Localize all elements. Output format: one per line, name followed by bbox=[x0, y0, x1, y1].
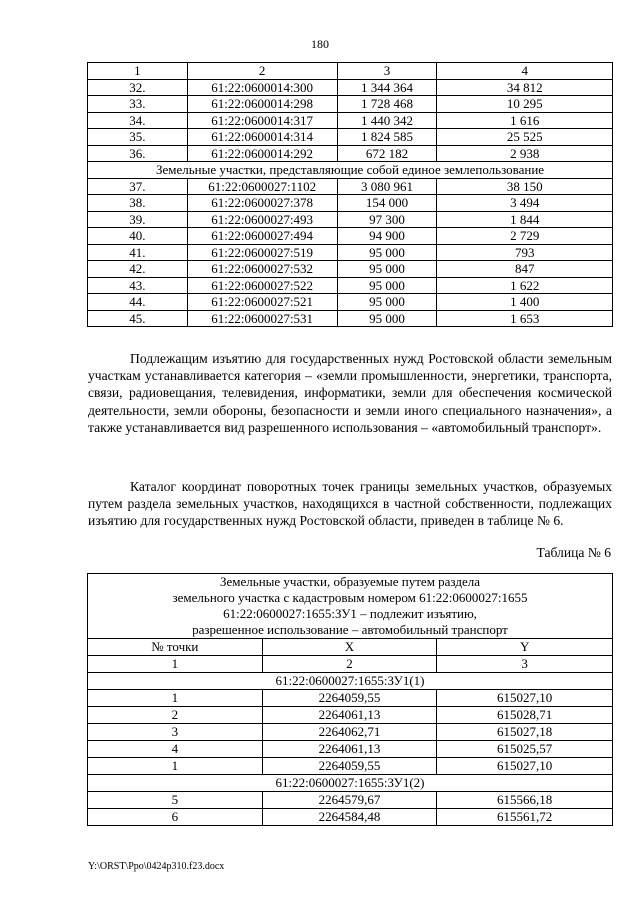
table-row bbox=[88, 261, 613, 278]
table-cell: 2264061,13 bbox=[262, 707, 437, 724]
table-cell: 1 824 585 bbox=[337, 129, 437, 146]
table-title-cell bbox=[88, 574, 613, 639]
table-cell: 41. bbox=[88, 244, 188, 261]
table-cell: 1 440 342 bbox=[337, 112, 437, 129]
table-cell: 2264062,71 bbox=[262, 724, 437, 741]
table-cell: 40. bbox=[88, 228, 188, 245]
table-cell: 5 bbox=[88, 792, 263, 809]
coordinates-table bbox=[87, 573, 613, 826]
table-row bbox=[88, 707, 613, 724]
table-cell: 2264059,55 bbox=[262, 690, 437, 707]
table-caption: Таблица № 6 bbox=[536, 545, 611, 560]
table-cell: 1 400 bbox=[437, 294, 613, 311]
paragraph-category: Подлежащим изъятию для государственных нужд Ростовской области земельным участкам устанавливается категория – «земли промышленности, энергетики, транспорта, связи, радиовещания, телевидения, информатики, земли для обеспечения космической деятельности, земли обороны, безопасности и земли иного специального назначения», а также устанавливается вид разрешенного использования – «автомобильный транспорт». bbox=[88, 351, 612, 435]
table-row bbox=[88, 809, 613, 826]
table-cell: 36. bbox=[88, 145, 188, 162]
table-row bbox=[88, 310, 613, 327]
table-row bbox=[88, 690, 613, 707]
table-cell: Y bbox=[437, 639, 613, 656]
table-cell: 154 000 bbox=[337, 195, 437, 212]
table-cell: 615027,10 bbox=[437, 758, 613, 775]
table-cell: 38 150 bbox=[437, 178, 613, 195]
table-cell: 61:22:0600014:314 bbox=[187, 129, 337, 146]
table-cell: 94 900 bbox=[337, 228, 437, 245]
table-cell: 2264579,67 bbox=[262, 792, 437, 809]
table-cell: 61:22:0600027:522 bbox=[187, 277, 337, 294]
table-row bbox=[88, 195, 613, 212]
table-cell: 33. bbox=[88, 96, 188, 113]
table-row bbox=[88, 112, 613, 129]
table-row bbox=[88, 741, 613, 758]
table-subtitle-line-2: разрешенное использование – автомобильный транспорт bbox=[192, 622, 508, 637]
table-cell: 61:22:0600027:521 bbox=[187, 294, 337, 311]
table-cell: 95 000 bbox=[337, 294, 437, 311]
table-row bbox=[88, 79, 613, 96]
table-cell: 615027,10 bbox=[437, 690, 613, 707]
table-cell: 615027,18 bbox=[437, 724, 613, 741]
table-cell: 61:22:0600014:300 bbox=[187, 79, 337, 96]
table-subtitle-line-1: 61:22:0600027:1655:ЗУ1 – подлежит изъятию, bbox=[223, 606, 477, 621]
section-label-cell: Земельные участки, представляющие собой единое землепользование bbox=[88, 162, 613, 179]
table-cell: 61:22:0600027:378 bbox=[187, 195, 337, 212]
group-label-row bbox=[88, 673, 613, 690]
table-cell: 793 bbox=[437, 244, 613, 261]
table-cell: 61:22:0600027:494 bbox=[187, 228, 337, 245]
group-label-row bbox=[88, 775, 613, 792]
paragraph-catalog: Каталог координат поворотных точек границы земельных участков, образуемых путем раздела земельных участков, находящихся в частной собственности, подлежащих изъятию для государственных нужд Ростовской области, приведен в таблице № 6. bbox=[88, 479, 612, 529]
table-cell: 1 344 364 bbox=[337, 79, 437, 96]
land-plots-table bbox=[87, 62, 613, 327]
table-title-line-2: земельного участка с кадастровым номером 61:22:0600027:1655 bbox=[172, 590, 528, 605]
table-cell: 2264061,13 bbox=[262, 741, 437, 758]
table-cell: № точки bbox=[88, 639, 263, 656]
table-cell: 38. bbox=[88, 195, 188, 212]
table-cell: 3 bbox=[88, 724, 263, 741]
table-cell: 95 000 bbox=[337, 277, 437, 294]
table-header-row bbox=[88, 639, 613, 656]
table-cell: 95 000 bbox=[337, 310, 437, 327]
table-cell: 2 938 bbox=[437, 145, 613, 162]
table-cell: 2 bbox=[262, 656, 437, 673]
table-cell: 61:22:0600027:519 bbox=[187, 244, 337, 261]
table-header-row bbox=[88, 63, 613, 80]
table-row bbox=[88, 178, 613, 195]
table-cell: 1 622 bbox=[437, 277, 613, 294]
table-cell: 61:22:0600014:292 bbox=[187, 145, 337, 162]
table-cell: 4 bbox=[437, 63, 613, 80]
table-cell: 34 812 bbox=[437, 79, 613, 96]
table-cell: 44. bbox=[88, 294, 188, 311]
table-cell: 2264584,48 bbox=[262, 809, 437, 826]
table-cell: 32. bbox=[88, 79, 188, 96]
table-cell: 847 bbox=[437, 261, 613, 278]
table-row bbox=[88, 792, 613, 809]
table-cell: 43. bbox=[88, 277, 188, 294]
table-cell: 97 300 bbox=[337, 211, 437, 228]
table-cell: 1 653 bbox=[437, 310, 613, 327]
table-cell: 2 729 bbox=[437, 228, 613, 245]
table-cell: 34. bbox=[88, 112, 188, 129]
section-label-cell: 61:22:0600027:1655:ЗУ1(2) bbox=[88, 775, 613, 792]
table-cell: 61:22:0600027:532 bbox=[187, 261, 337, 278]
table-cell: 37. bbox=[88, 178, 188, 195]
table-cell: 1 bbox=[88, 690, 263, 707]
table-cell: 3 080 961 bbox=[337, 178, 437, 195]
table-cell: 1 bbox=[88, 63, 188, 80]
table-cell: 95 000 bbox=[337, 244, 437, 261]
table-row bbox=[88, 96, 613, 113]
section-label-cell: 61:22:0600027:1655:ЗУ1(1) bbox=[88, 673, 613, 690]
table-cell: 61:22:0600027:493 bbox=[187, 211, 337, 228]
table-cell: 3 494 bbox=[437, 195, 613, 212]
table-row bbox=[88, 129, 613, 146]
table-cell: 1 844 bbox=[437, 211, 613, 228]
table-cell: 1 616 bbox=[437, 112, 613, 129]
table-cell: 61:22:0600014:317 bbox=[187, 112, 337, 129]
table-cell: 1 bbox=[88, 758, 263, 775]
table-row bbox=[88, 228, 613, 245]
table-cell: 61:22:0600027:1102 bbox=[187, 178, 337, 195]
table-row bbox=[88, 244, 613, 261]
table-cell: 45. bbox=[88, 310, 188, 327]
table-cell: 3 bbox=[337, 63, 437, 80]
table-title-line-1: Земельные участки, образуемые путем раздела bbox=[220, 574, 480, 589]
table-cell: 1 bbox=[88, 656, 263, 673]
table-cell: 61:22:0600027:531 bbox=[187, 310, 337, 327]
table-cell: 35. bbox=[88, 129, 188, 146]
table-row bbox=[88, 724, 613, 741]
coordinates-table-body bbox=[88, 574, 613, 826]
table-cell: 615025,57 bbox=[437, 741, 613, 758]
table-cell: 42. bbox=[88, 261, 188, 278]
section-row bbox=[88, 162, 613, 179]
table-cell: 4 bbox=[88, 741, 263, 758]
table-cell: X bbox=[262, 639, 437, 656]
table-row bbox=[88, 277, 613, 294]
land-plots-table-body bbox=[88, 63, 613, 327]
table-cell: 10 295 bbox=[437, 96, 613, 113]
table-row bbox=[88, 758, 613, 775]
table-cell: 25 525 bbox=[437, 129, 613, 146]
table-cell: 3 bbox=[437, 656, 613, 673]
table-cell: 1 728 468 bbox=[337, 96, 437, 113]
table-cell: 2264059,55 bbox=[262, 758, 437, 775]
table-cell: 615028,71 bbox=[437, 707, 613, 724]
table-cell: 95 000 bbox=[337, 261, 437, 278]
table-cell: 672 182 bbox=[337, 145, 437, 162]
table-title-row bbox=[88, 574, 613, 639]
table-cell: 61:22:0600014:298 bbox=[187, 96, 337, 113]
table-cell: 2 bbox=[187, 63, 337, 80]
table-cell: 615566,18 bbox=[437, 792, 613, 809]
table-column-number-row bbox=[88, 656, 613, 673]
table-cell: 2 bbox=[88, 707, 263, 724]
footer-file-path: Y:\ORST\Ppo\0424p310.f23.docx bbox=[88, 861, 225, 872]
page-number: 180 bbox=[311, 37, 329, 51]
table-row bbox=[88, 211, 613, 228]
table-cell: 615561,72 bbox=[437, 809, 613, 826]
table-cell: 6 bbox=[88, 809, 263, 826]
table-row bbox=[88, 145, 613, 162]
table-row bbox=[88, 294, 613, 311]
table-cell: 39. bbox=[88, 211, 188, 228]
